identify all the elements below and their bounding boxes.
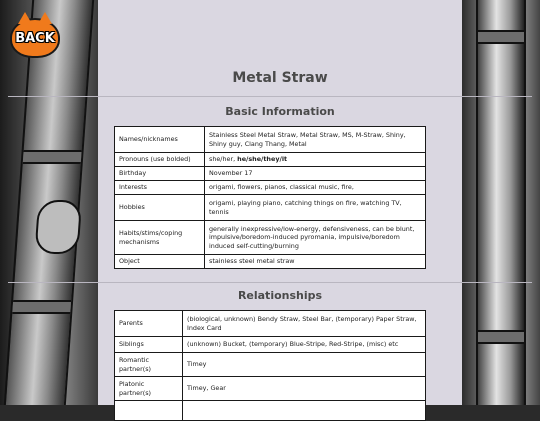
background-left-art: [0, 0, 98, 405]
basic-info-table: [114, 126, 426, 269]
character-face-illustration: [34, 200, 82, 254]
pronouns-plain: she/her,: [209, 155, 238, 164]
row-label: [115, 401, 183, 421]
row-value: (unknown) Bucket, (temporary) Blue-Stripe, Red-Stripe, (misc) etc: [183, 337, 426, 353]
table-row: [115, 221, 426, 255]
row-value: [183, 401, 426, 421]
row-label: Interests: [115, 181, 205, 195]
row-value: (biological, unknown) Bendy Straw, Steel Bar, (temporary) Paper Straw, Index Card: [183, 311, 426, 337]
row-value: [205, 153, 426, 167]
row-label: Platonic partner(s): [115, 377, 183, 401]
table-row: [115, 337, 426, 353]
row-label: Object: [115, 255, 205, 269]
row-label: Siblings: [115, 337, 183, 353]
row-label: Hobbies: [115, 195, 205, 221]
page-title: Metal Straw: [232, 70, 328, 86]
row-value: November 17: [205, 167, 426, 181]
row-value: Stainless Steel Metal Straw, Metal Straw, MS, M-Straw, Shiny, Shiny guy, Clang Thang, Metal: [205, 127, 426, 153]
table-row: [115, 153, 426, 167]
row-label: Habits/stims/coping mechanisms: [115, 221, 205, 255]
straw-character-illustration-right: [476, 0, 526, 405]
table-row: [115, 401, 426, 421]
pronouns-bolded: he/she/they/it: [237, 155, 288, 164]
table-row: [115, 353, 426, 377]
table-row: [115, 255, 426, 269]
row-label: Romantic partner(s): [115, 353, 183, 377]
row-value: origami, playing piano, catching things on fire, watching TV, tennis: [205, 195, 426, 221]
table-row: [115, 311, 426, 337]
table-row: [115, 167, 426, 181]
row-label: Birthday: [115, 167, 205, 181]
straw-character-illustration-left: [4, 0, 94, 405]
row-label: Names/nicknames: [115, 127, 205, 153]
relationships-heading: Relationships: [237, 289, 323, 302]
row-label: Parents: [115, 311, 183, 337]
row-value: Timey: [183, 353, 426, 377]
table-row: [115, 195, 426, 221]
row-value: origami, flowers, pianos, classical music, fire,: [205, 181, 426, 195]
table-row: [115, 377, 426, 401]
background-right-art: [462, 0, 540, 405]
divider-middle: [8, 282, 532, 283]
divider-top: [8, 96, 532, 97]
relationships-table: [114, 310, 426, 421]
row-value: Timey, Gear: [183, 377, 426, 401]
row-value: stainless steel metal straw: [205, 255, 426, 269]
table-row: [115, 127, 426, 153]
table-row: [115, 181, 426, 195]
basic-info-heading: Basic Information: [225, 105, 335, 118]
back-button-label: BACK: [15, 30, 55, 46]
row-value: generally inexpressive/low-energy, defensiveness, can be blunt, impulsive/boredom-induced pyromania, impulsive/boredom induced self-cutting/burning: [205, 221, 426, 255]
row-label: Pronouns (use bolded): [115, 153, 205, 167]
back-button[interactable]: [10, 18, 60, 58]
